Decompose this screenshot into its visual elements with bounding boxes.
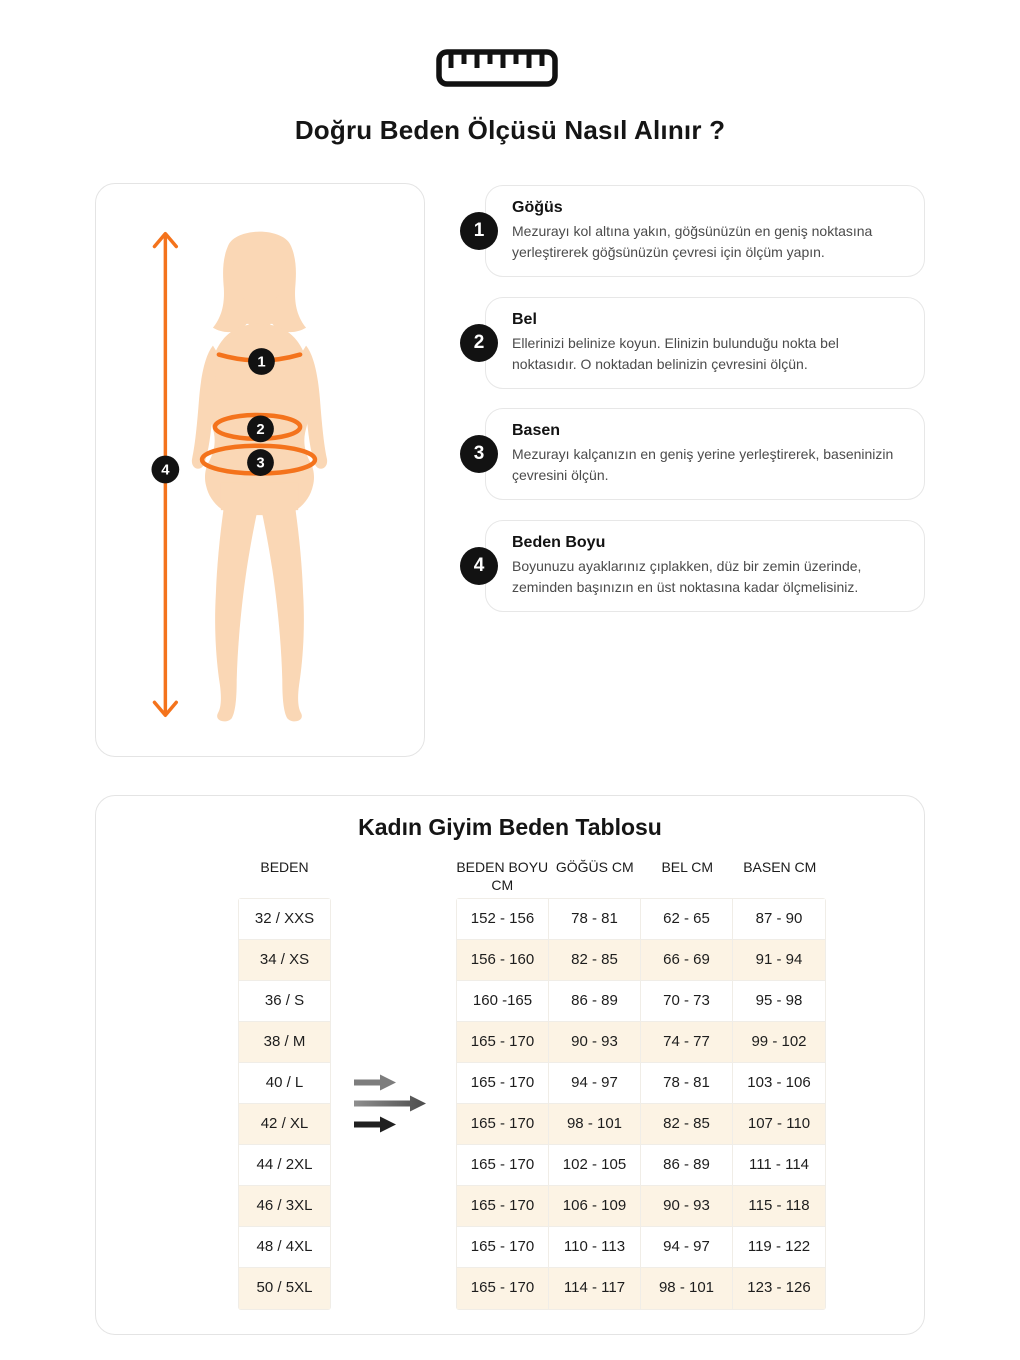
chest-cell: 94 - 97 <box>549 1063 641 1104</box>
size-cell: 36 / S <box>239 981 330 1022</box>
waist-cell: 62 - 65 <box>641 899 733 940</box>
chest-cell: 114 - 117 <box>549 1268 641 1309</box>
black-arrow-icon <box>354 1117 396 1133</box>
table-row <box>457 1186 825 1227</box>
chest-cell: 90 - 93 <box>549 1022 641 1063</box>
svg-text:3: 3 <box>256 455 265 472</box>
size-cell: 48 / 4XL <box>239 1227 330 1268</box>
column-header-gogus: GÖĞÜS CM <box>555 859 634 875</box>
table-row <box>457 981 825 1022</box>
waist-cell: 66 - 69 <box>641 940 733 981</box>
chest-cell: 106 - 109 <box>549 1186 641 1227</box>
size-pointer-arrows-icon <box>352 1072 432 1136</box>
measurements-grid <box>456 898 826 1310</box>
size-cell: 44 / 2XL <box>239 1145 330 1186</box>
size-cell: 46 / 3XL <box>239 1186 330 1227</box>
height-cell: 156 - 160 <box>457 940 549 981</box>
waist-cell: 78 - 81 <box>641 1063 733 1104</box>
height-cell: 152 - 156 <box>457 899 549 940</box>
head-shape <box>233 235 287 306</box>
step-description: Mezurayı kalçanızın en geniş yerine yerleştirerek, baseninizin çevresini ölçün. <box>512 446 894 483</box>
waist-cell: 98 - 101 <box>641 1268 733 1309</box>
hip-cell: 119 - 122 <box>733 1227 825 1268</box>
column-header-beden: BEDEN <box>260 859 309 875</box>
chest-cell: 102 - 105 <box>549 1145 641 1186</box>
chest-cell: 82 - 85 <box>549 940 641 981</box>
column-header-bel: BEL CM <box>661 859 714 875</box>
chest-cell: 78 - 81 <box>549 899 641 940</box>
ruler-icon <box>435 48 559 88</box>
size-cell: 38 / M <box>239 1022 330 1063</box>
hip-cell: 99 - 102 <box>733 1022 825 1063</box>
step-card-gogus <box>473 185 925 277</box>
size-cell: 40 / L <box>239 1063 330 1104</box>
size-table-card <box>95 795 925 1335</box>
table-row <box>457 899 825 940</box>
size-cell: 50 / 5XL <box>239 1268 330 1309</box>
hip-cell: 103 - 106 <box>733 1063 825 1104</box>
hip-cell: 87 - 90 <box>733 899 825 940</box>
step-card-bel <box>473 297 925 389</box>
chest-cell: 86 - 89 <box>549 981 641 1022</box>
hip-cell: 111 - 114 <box>733 1145 825 1186</box>
page-title: Doğru Beden Ölçüsü Nasıl Alınır ? <box>294 115 726 145</box>
column-header-beden-boyu: BEDEN BOYU CM <box>456 859 549 893</box>
chest-cell: 110 - 113 <box>549 1227 641 1268</box>
step-card-beden-boyu <box>473 520 925 612</box>
column-header-basen: BASEN CM <box>743 859 817 875</box>
step-description: Boyunuzu ayaklarınız çıplakken, düz bir zemin üzerinde, zeminden başınızın en üst noktasına kadar ölçmelisiniz. <box>512 558 862 595</box>
left-leg-shape <box>215 500 257 721</box>
step-title: Göğüs <box>512 199 563 216</box>
height-cell: 165 - 170 <box>457 1268 549 1309</box>
step-card-basen <box>473 408 925 500</box>
chest-cell: 98 - 101 <box>549 1104 641 1145</box>
size-cell: 32 / XXS <box>239 899 330 940</box>
step-number-badge: 4 <box>460 547 498 585</box>
body-measurement-figure-card <box>95 183 425 757</box>
waist-cell: 70 - 73 <box>641 981 733 1022</box>
step-number-badge: 3 <box>460 435 498 473</box>
height-cell: 165 - 170 <box>457 1063 549 1104</box>
waist-cell: 94 - 97 <box>641 1227 733 1268</box>
waist-cell: 82 - 85 <box>641 1104 733 1145</box>
hip-cell: 115 - 118 <box>733 1186 825 1227</box>
svg-text:1: 1 <box>257 354 266 371</box>
size-cell: 34 / XS <box>239 940 330 981</box>
gray-arrow-icon <box>354 1075 396 1091</box>
hip-cell: 95 - 98 <box>733 981 825 1022</box>
column-headers <box>456 859 826 894</box>
height-cell: 165 - 170 <box>457 1186 549 1227</box>
table-row <box>457 1145 825 1186</box>
size-cell: 42 / XL <box>239 1104 330 1145</box>
step-title: Beden Boyu <box>512 534 606 551</box>
size-column <box>238 898 331 1310</box>
gradient-arrow-icon <box>354 1096 426 1112</box>
right-leg-shape <box>261 500 303 721</box>
height-cell: 160 -165 <box>457 981 549 1022</box>
svg-text:4: 4 <box>161 462 170 479</box>
height-cell: 165 - 170 <box>457 1104 549 1145</box>
hip-cell: 107 - 110 <box>733 1104 825 1145</box>
table-row <box>457 1227 825 1268</box>
table-row <box>457 1022 825 1063</box>
waist-cell: 86 - 89 <box>641 1145 733 1186</box>
step-number-badge: 1 <box>460 212 498 250</box>
step-title: Basen <box>512 422 561 439</box>
table-row <box>457 1063 825 1104</box>
height-cell: 165 - 170 <box>457 1145 549 1186</box>
step-description: Ellerinizi belinize koyun. Elinizin bulunduğu nokta bel noktasıdır. O noktadan belinizin çevresini ölçün. <box>512 335 839 372</box>
waist-cell: 74 - 77 <box>641 1022 733 1063</box>
step-title: Bel <box>512 311 537 328</box>
height-cell: 165 - 170 <box>457 1227 549 1268</box>
step-description: Mezurayı kol altına yakın, göğsünüzün en geniş noktasına yerleştirerek göğsünüzün çevresi için ölçüm yapın. <box>512 223 873 260</box>
step-number-badge: 2 <box>460 324 498 362</box>
svg-text:2: 2 <box>256 421 265 438</box>
table-row <box>457 1268 825 1309</box>
table-row <box>457 940 825 981</box>
hip-cell: 123 - 126 <box>733 1268 825 1309</box>
body-figure-illustration <box>96 184 423 755</box>
height-cell: 165 - 170 <box>457 1022 549 1063</box>
waist-cell: 90 - 93 <box>641 1186 733 1227</box>
table-row <box>457 1104 825 1145</box>
hip-cell: 91 - 94 <box>733 940 825 981</box>
size-table-title: Kadın Giyim Beden Tablosu <box>358 814 662 840</box>
